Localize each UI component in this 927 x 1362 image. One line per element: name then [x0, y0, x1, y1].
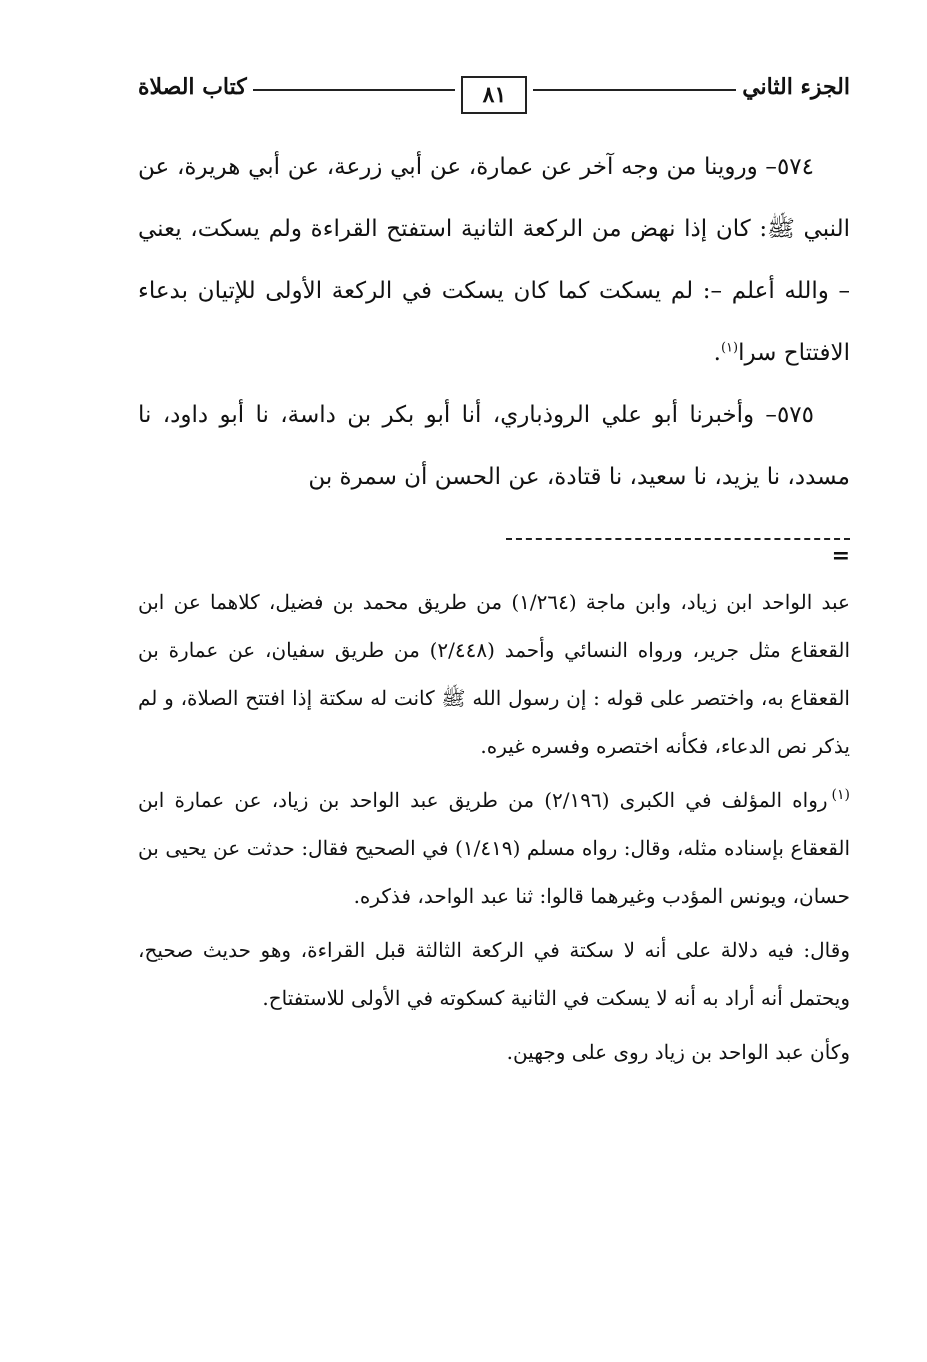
main-text — [138, 136, 850, 508]
footnote-1-text: رواه المؤلف في الكبرى (٢/١٩٦) من طريق عبد الواحد بن زياد، عن عمارة ابن القعقاع بإسناده مثله، وقال: رواه مسلم (١/٤١٩) في الصحيح فقال: حدثت عن يحيى بن حسان، ويونس المؤدب وغيرهما قالوا: ثنا عبد الواحد، فذكره. — [138, 788, 851, 908]
hadith-574 — [138, 136, 850, 384]
footnote-continued: عبد الواحد ابن زياد، وابن ماجة (١/٢٦٤) من طريق محمد بن فضيل، كلاهما عن ابن القعقاع مثل جرير، ورواه النسائي وأحمد (٢/٤٤٨) من طريق سفيان، عن عمارة بن القعقاع به، واختصر على قوله : إن رسول الله ﷺ كانت له سكتة إذا افتتح الصلاة، و لم يذكر نص الدعاء، فكأنه اختصره وفسره غيره. — [138, 590, 851, 758]
part-title: الجزء الثاني — [742, 74, 850, 100]
footnote-1-number: (١) — [831, 787, 850, 804]
book-page — [138, 60, 850, 1320]
footnote-1 — [138, 776, 850, 920]
hadith-574-end: . — [713, 340, 721, 366]
separator-dashed-line — [506, 538, 850, 540]
header-rule-left — [253, 89, 456, 91]
footnote-1-para-3: وكأن عبد الواحد بن زياد روى على وجهين. — [506, 1040, 850, 1064]
continuation-mark: = — [831, 543, 850, 569]
book-title: كتاب الصلاة — [137, 74, 247, 100]
footnote-ref-1: (١) — [720, 340, 739, 356]
page-header — [138, 60, 850, 114]
hadith-574-text: ٥٧٤– وروينا من وجه آخر عن عمارة، عن أبي زرعة، عن أبي هريرة، عن النبي ﷺ: كان إذا نهض من الركعة الثانية استفتح القراءة ولم يسكت، يعني – والله أعلم –: لم يسكت كما كان يسكت في الركعة الأولى للإتيان بدعاء الافتتاح سرا — [138, 154, 850, 366]
footnotes — [138, 578, 850, 1076]
footnote-1-para-2: وقال: فيه دلالة على أنه لا سكتة في الركعة الثالثة قبل القراءة، وهو حديث صحيح، ويحتمل أنه أراد به أنه لا يسكت في الثانية كسكوته في الأولى للاستفتاح. — [138, 938, 850, 1010]
hadith-575: ٥٧٥– وأخبرنا أبو علي الروذباري، أنا أبو بكر بن داسة، نا أبو داود، نا مسدد، نا يزيد، نا سعيد، نا قتادة، عن الحسن أن سمرة بن — [138, 402, 850, 490]
footnote-separator — [138, 538, 850, 578]
page-number: ٨١ — [461, 76, 527, 114]
header-rule-right — [533, 89, 736, 91]
